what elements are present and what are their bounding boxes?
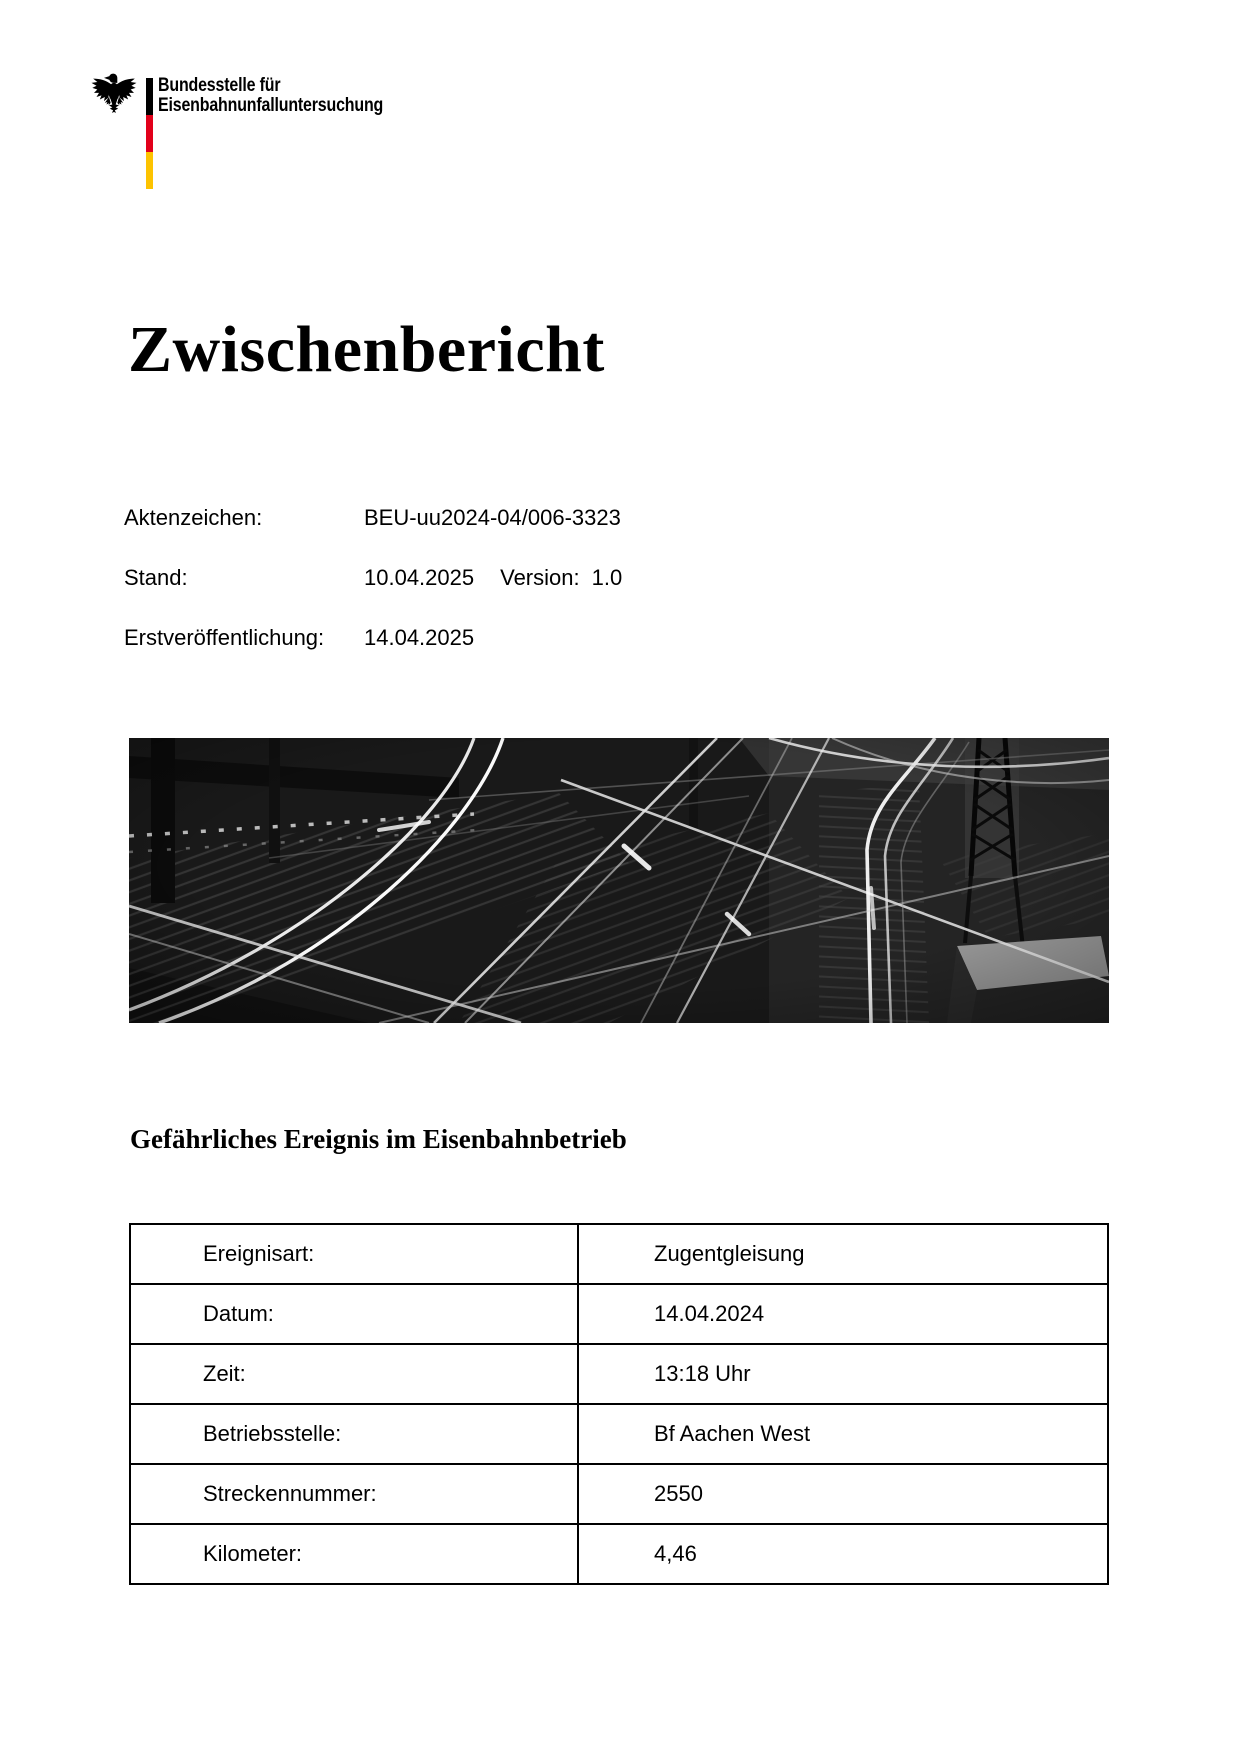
datum-label: Datum: [130,1284,578,1344]
bundesadler-eagle-icon [89,72,139,118]
version-value: 1.0 [591,565,623,590]
agency-name-line2: Eisenbahnunfalluntersuchung [158,95,384,116]
erstveroeffentlichung-value: 14.04.2025 [364,625,475,650]
streckennummer-label: Streckennummer: [130,1464,578,1524]
metadata-row-stand [124,566,622,590]
zeit-value: 13:18 Uhr [578,1344,1108,1404]
table-row-datum [130,1284,1108,1344]
betriebsstelle-value: Bf Aachen West [578,1404,1108,1464]
table-row-kilometer [130,1524,1108,1584]
report-title: Zwischenbericht [128,313,605,387]
ereignisart-label: Ereignisart: [130,1224,578,1284]
agency-name [158,76,383,116]
streckennummer-value: 2550 [578,1464,1108,1524]
erstveroeffentlichung-label: Erstveröffentlichung: [124,625,325,650]
section-heading: Gefährliches Ereignis im Eisenbahnbetrieb [130,1124,627,1155]
table-row-zeit [130,1344,1108,1404]
betriebsstelle-label: Betriebsstelle: [130,1404,578,1464]
metadata-row-aktenzeichen [124,506,622,530]
flag-red-segment [146,115,153,152]
report-metadata [124,506,622,686]
zeit-label: Zeit: [130,1344,578,1404]
table-row-ereignisart [130,1224,1108,1284]
stand-label: Stand: [124,565,188,590]
aktenzeichen-value: BEU-uu2024-04/006-3323 [364,505,621,530]
stand-value: 10.04.2025 [364,565,475,590]
railway-tracks-photo [129,738,1109,1023]
kilometer-label: Kilometer: [130,1524,578,1584]
flag-gold-segment [146,152,153,189]
german-flag-bar [146,78,153,189]
table-row-betriebsstelle [130,1404,1108,1464]
table-row-streckennummer [130,1464,1108,1524]
aktenzeichen-label: Aktenzeichen: [124,505,263,530]
flag-black-segment [146,78,153,115]
metadata-row-erstveroeffentlichung [124,626,622,650]
kilometer-value: 4,46 [578,1524,1108,1584]
agency-name-line1: Bundesstelle für [158,75,281,96]
version-label: Version: [500,565,580,590]
datum-value: 14.04.2024 [578,1284,1108,1344]
ereignisart-value: Zugentgleisung [578,1224,1108,1284]
event-details-table [129,1223,1109,1585]
